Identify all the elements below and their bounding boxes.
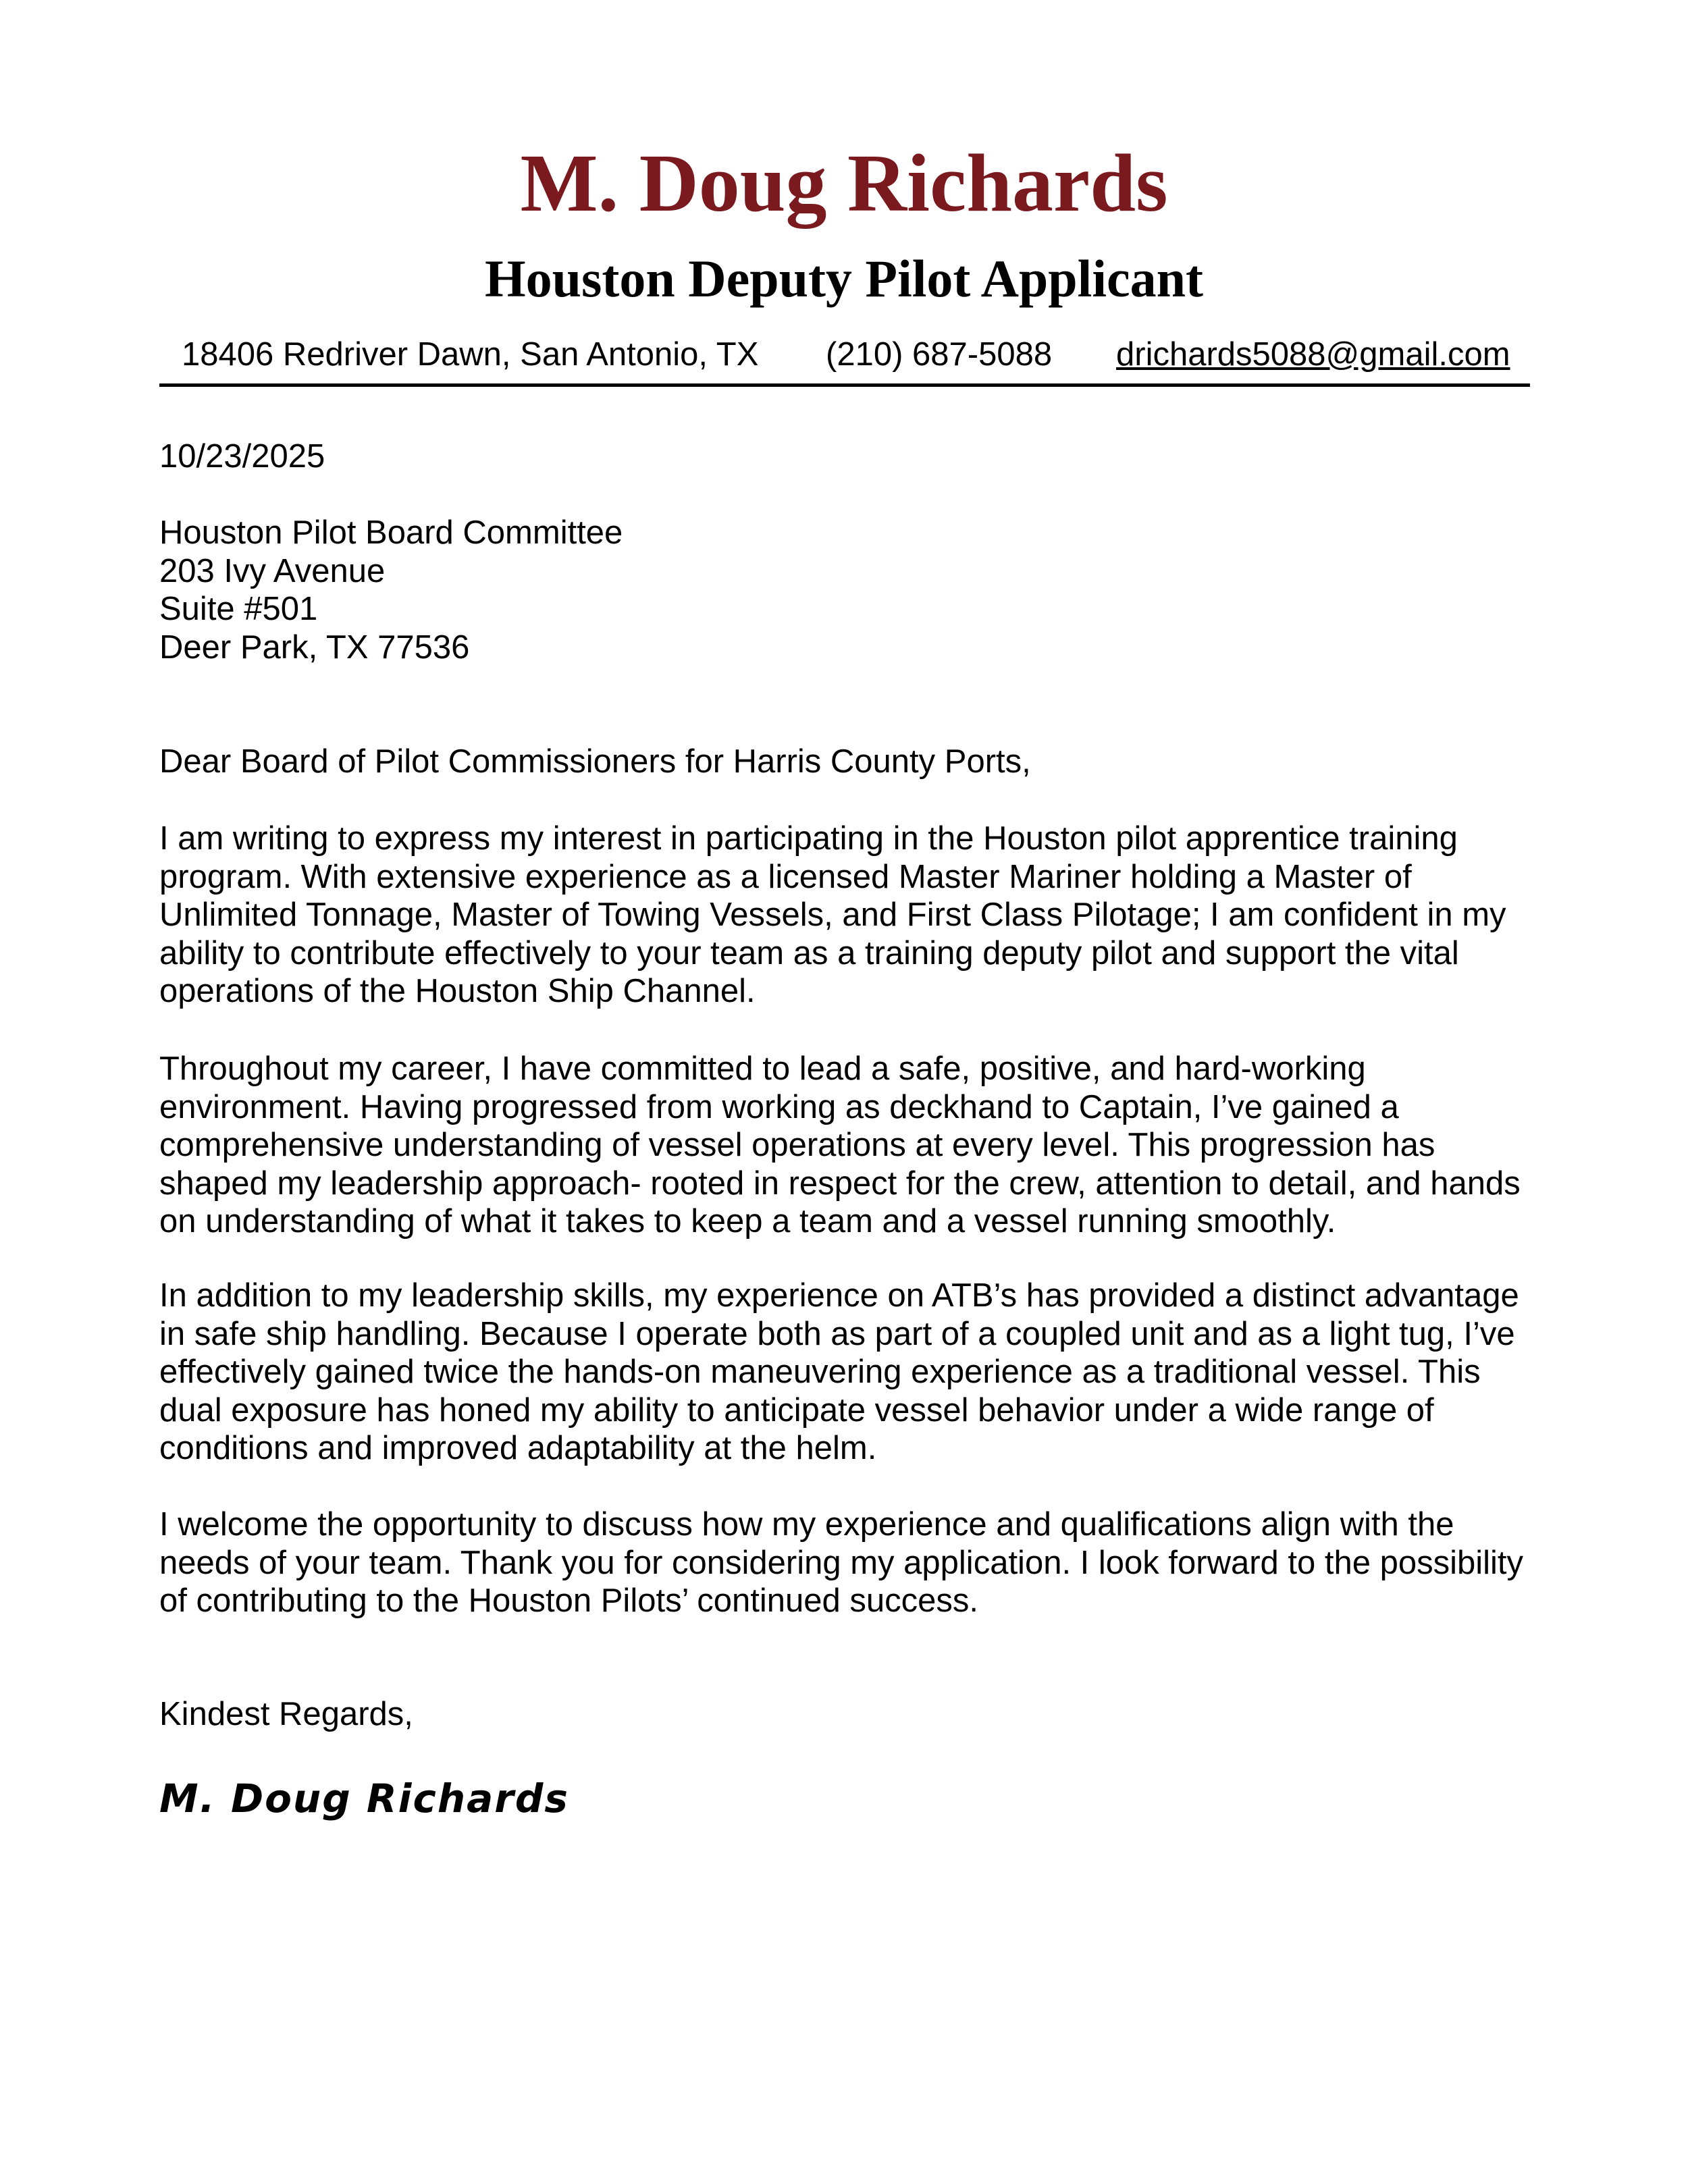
paragraph-line: program. With extensive experience as a licensed Master Mariner holding a Master of — [159, 858, 1412, 895]
paragraph-line: needs of your team. Thank you for considering my application. I look forward to the possibility — [159, 1544, 1524, 1581]
paragraph-line: conditions and improved adaptability at the helm. — [159, 1430, 877, 1466]
paragraph-line: operations of the Houston Ship Channel. — [159, 973, 756, 1009]
recipient-line: Suite #501 — [159, 591, 318, 627]
paragraph-3 — [159, 1277, 1519, 1468]
paragraph-line: effectively gained twice the hands-on maneuvering experience as a traditional vessel. This — [159, 1354, 1481, 1390]
paragraph-line: shaped my leadership approach- rooted in respect for the crew, attention to detail, and hands — [159, 1165, 1521, 1202]
paragraph-line: on understanding of what it takes to keep a team and a vessel running smoothly. — [159, 1203, 1336, 1240]
paragraph-line: comprehensive understanding of vessel operations at every level. This progression has — [159, 1127, 1435, 1163]
salutation: Dear Board of Pilot Commissioners for Harris County Ports, — [159, 743, 1031, 780]
signature: M. Doug Richards — [159, 1776, 569, 1821]
paragraph-line: Throughout my career, I have committed to lead a safe, positive, and hard-working — [159, 1050, 1366, 1087]
paragraph-1 — [159, 820, 1506, 1011]
paragraph-line: I welcome the opportunity to discuss how my experience and qualifications align with the — [159, 1506, 1454, 1543]
applicant-name: M. Doug Richards — [520, 138, 1168, 229]
recipient-line: Deer Park, TX 77536 — [159, 629, 470, 666]
paragraph-4 — [159, 1506, 1523, 1620]
paragraph-line: In addition to my leadership skills, my experience on ATB’s has provided a distinct advantage — [159, 1277, 1519, 1314]
paragraph-line: I am writing to express my interest in participating in the Houston pilot apprentice training — [159, 820, 1458, 857]
paragraph-line: ability to contribute effectively to your team as a training deputy pilot and support the vital — [159, 934, 1459, 971]
paragraph-line: dual exposure has honed my ability to anticipate vessel behavior under a wide range of — [159, 1391, 1434, 1429]
recipient-line: Houston Pilot Board Committee — [159, 514, 623, 551]
paragraph-line: in safe ship handling. Because I operate both as part of a coupled unit and as a light tug, I’ve — [159, 1315, 1515, 1352]
paragraph-line: Unlimited Tonnage, Master of Towing Vessels, and First Class Pilotage; I am confident in my — [159, 897, 1506, 933]
paragraph-2 — [159, 1050, 1521, 1241]
header-divider — [159, 383, 1530, 387]
recipient-address — [159, 514, 623, 666]
paragraph-line: environment. Having progressed from working as deckhand to Captain, I’ve gained a — [159, 1088, 1399, 1125]
letter-date: 10/23/2025 — [159, 438, 325, 475]
contact-phone: (210) 687-5088 — [826, 336, 1053, 373]
contact-email-link[interactable]: drichards5088@gmail.com — [1116, 336, 1510, 373]
contact-address: 18406 Redriver Dawn, San Antonio, TX — [182, 336, 759, 373]
recipient-line: 203 Ivy Avenue — [159, 552, 386, 589]
paragraph-line: of contributing to the Houston Pilots’ continued success. — [159, 1582, 978, 1619]
closing: Kindest Regards, — [159, 1696, 413, 1732]
applicant-title: Houston Deputy Pilot Applicant — [484, 249, 1203, 308]
